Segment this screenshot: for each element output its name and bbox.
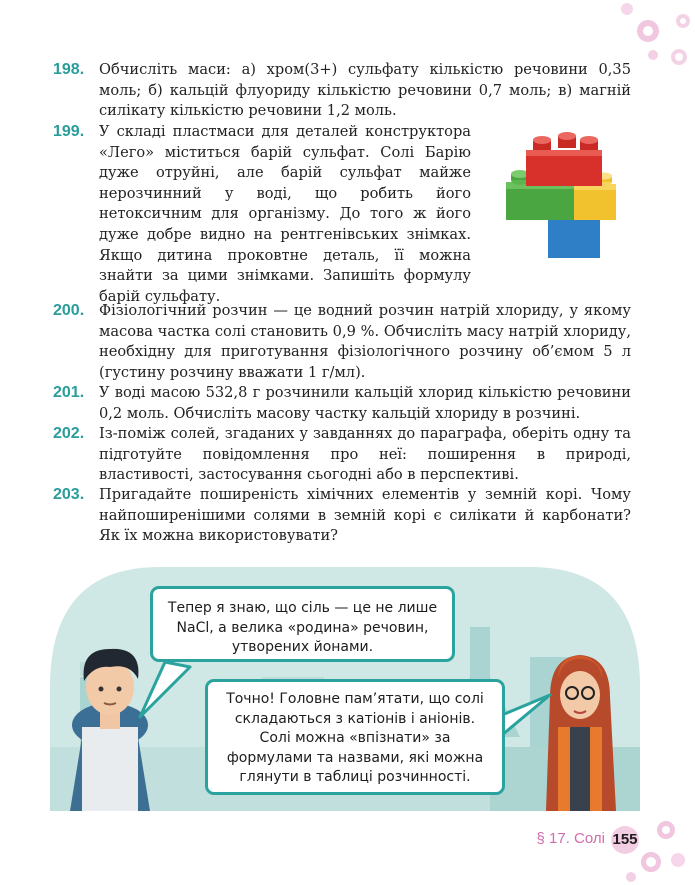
task-text: Із-поміж солей, згаданих у завданнях до параграфа, оберіть одну та підготуйте повідомлення про неї: поширення в природі, властивості, застосування сьогодні або в перспективі. (99, 425, 631, 484)
decorative-circle (676, 14, 690, 28)
task-number: 201. (53, 384, 85, 401)
task-number: 198. (53, 61, 85, 78)
task-200 (53, 301, 631, 383)
decorative-circle (621, 3, 633, 15)
speech-bubble-boy (150, 586, 455, 662)
task-number: 200. (53, 302, 85, 319)
task-198 (53, 60, 631, 122)
decorative-circle (641, 852, 661, 872)
decorative-circle (671, 49, 687, 65)
girl-speech-text: Точно! Головне пам’ятати, що солі складаються з катіонів і аніонів. Солі можна «впізнати» за формулами та назвами, які можна глянути в таблиці розчинності. (226, 691, 484, 785)
page-number: 155 (611, 826, 639, 854)
decorative-circle (637, 20, 659, 42)
task-199 (53, 122, 471, 307)
task-text: У воді масою 532,8 г розчинили кальцій хлорид кількістю речовини 0,2 моль. Обчисліть масову частку кальцій хлориду в розчині. (99, 384, 631, 422)
task-203 (53, 485, 631, 547)
task-number: 199. (53, 123, 85, 140)
task-text: Пригадайте поширеність хімічних елементів у земній корі. Чому найпоширенішими солями в земній корі є силікати й карбонати? Як їх можна використовувати? (99, 486, 631, 545)
decorative-circle (657, 821, 675, 839)
task-202 (53, 424, 631, 486)
decorative-circle (671, 853, 685, 867)
decorative-circle (648, 50, 658, 60)
dialog-illustration (50, 567, 640, 811)
task-text: У складі пластмаси для деталей конструктора «Лего» міститься барій сульфат. Солі Барію дуже отруйні, але барій сульфат майже нерозчинний у воді, що робить його нетоксичним для організму. До того ж його дуже добре видно на рентгенівських знімках. Якщо дитина проковтне деталь, її можна знайти за цими знімками. Запишіть формулу барій сульфату. (99, 123, 471, 305)
lego-bricks-image (500, 130, 622, 260)
task-201 (53, 383, 631, 424)
task-number: 202. (53, 425, 85, 442)
task-number: 203. (53, 486, 85, 503)
boy-speech-text: Тепер я знаю, що сіль — це не лише NaCl, а велика «родина» речовин, утворених йонами. (167, 600, 438, 655)
speech-bubble-girl (205, 679, 505, 795)
decorative-circle (626, 872, 636, 882)
section-title: § 17. Солі (536, 830, 605, 847)
task-text: Фізіологічний розчин — це водний розчин натрій хлориду, у якому масова частка солі становить 0,9 %. Обчисліть масу натрій хлориду, необхідну для приготування фізіологічного розчину об’ємом 5 л (густину розчину вважати 1 г/мл). (99, 302, 631, 381)
task-text: Обчисліть маси: а) хром(3+) сульфату кількістю речовини 0,35 моль; б) кальцій флуориду кількістю речовини 0,7 моль; в) магній силікату кількістю речовини 1,2 моль. (99, 61, 631, 120)
